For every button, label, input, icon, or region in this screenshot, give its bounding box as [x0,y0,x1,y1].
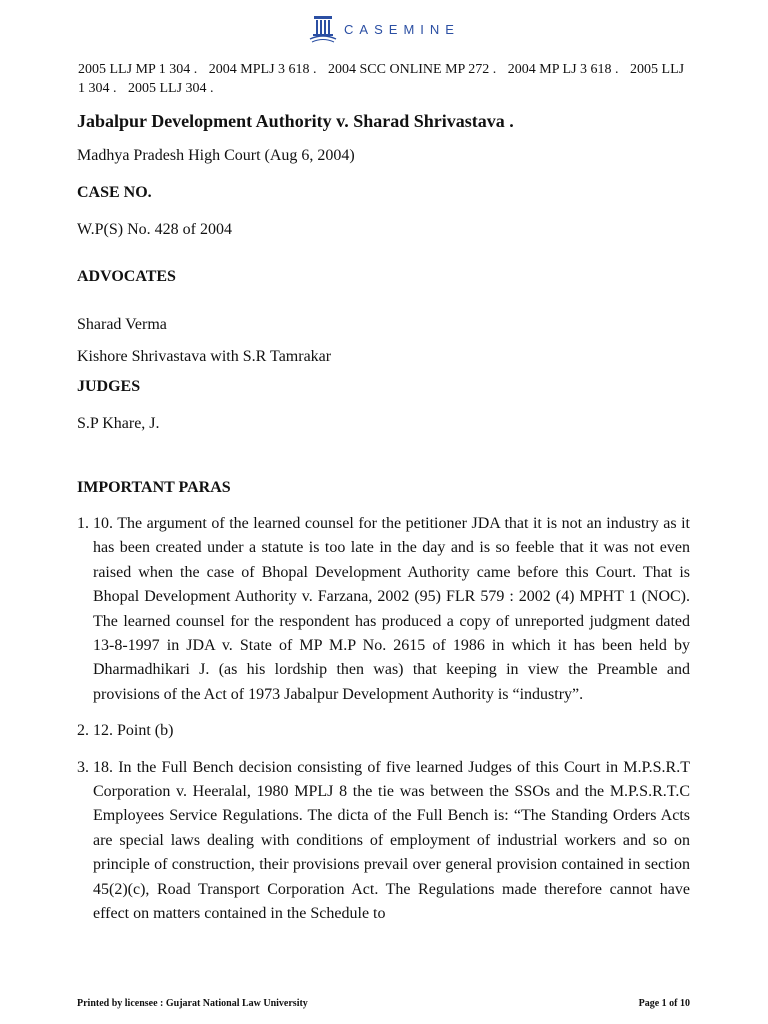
casemine-logo-icon [308,14,338,44]
citation: 2004 MPLJ 3 618 . [208,62,317,77]
judges-heading: JUDGES [77,378,141,395]
list-item [77,756,690,927]
case-number: W.P(S) No. 428 of 2004 [77,221,232,238]
court-and-date: Madhya Pradesh High Court (Aug 6, 2004) [77,147,355,164]
citation: 2005 LLJ 304 . [128,81,214,96]
important-paras-list [77,512,690,939]
para-number: 2. [77,722,89,740]
advocate-name: Sharad Verma [77,316,167,333]
citation: 2005 LLJ 1 304 . [78,62,685,96]
important-paras-heading: IMPORTANT PARAS [77,479,231,496]
para-text: 10. The argument of the learned counsel for the petitioner JDA that it is not an industry as it has been created under a statute is too late in the day and is so feeble that it was not even raised when the case of Bhopal Development Authority came before this Court. That is Bhopal Development Authority v. Farzana, 2002 (95) FLR 579 : 2002 (4) MPHT 1 (NOC). The learned counsel for the respondent has produced a copy of unreported judgment dated 13-8-1997 in JDA v. State of MP M.P No. 2615 of 1986 in which it has been held by Dharmadhikari J. (as his lordship then was) that keeping in view the Preamble and provisions of the Act of 1973 Jabalpur Development Authority is “industry”. [93,515,690,703]
citation: 2005 LLJ MP 1 304 . [78,62,198,77]
casemine-header [0,14,768,44]
para-text: 18. In the Full Bench decision consisting of five learned Judges of this Court in M.P.S.R.T Corporation v. Heeralal, 1980 MPLJ 8 the tie was between the SSOs and the M.P.S.R.T.C Employees Service Regulations. The dicta of the Full Bench is: “The Standing Orders Acts are special laws dealing with conditions of employment of industrial workers and so on principle of construction, their provisions prevail over general provision contained in section 45(2)(c), Road Transport Corporation Act. The Regulations made therefore cannot have effect on matters contained in the Schedule to [93,758,690,923]
para-number: 3. [77,758,89,776]
list-item [77,512,690,707]
case-title: Jabalpur Development Authority v. Sharad Shrivastava . [77,111,514,131]
printed-by-label: Printed by licensee : Gujarat National Law University [77,998,308,1009]
citation-list [78,60,690,98]
brand-name: CASEMINE [344,21,460,37]
judge-name: S.P Khare, J. [77,415,160,432]
case-no-heading: CASE NO. [77,184,152,201]
advocate-name: Kishore Shrivastava with S.R Tamrakar [77,348,332,365]
citation: 2004 SCC ONLINE MP 272 . [328,62,497,77]
page-number: Page 1 of 10 [638,998,690,1009]
advocates-heading: ADVOCATES [77,268,176,285]
list-item [77,719,690,743]
para-text: 12. Point (b) [93,722,174,740]
citation: 2004 MP LJ 3 618 . [507,62,619,77]
para-number: 1. [77,515,89,532]
page-footer [77,998,690,1009]
